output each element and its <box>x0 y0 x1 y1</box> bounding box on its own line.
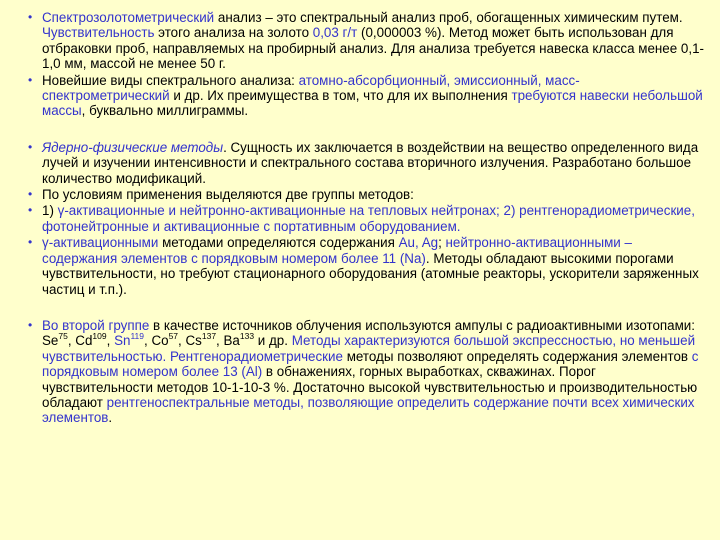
text-run: требуются навески небольшой массы <box>42 88 703 119</box>
bullet-paragraph <box>28 73 704 119</box>
text-run: методами определяются содержания <box>158 235 399 251</box>
bullet-group <box>28 140 704 297</box>
text-run: , <box>106 333 115 349</box>
text-run: ; <box>438 235 446 251</box>
text-run: (0,000003 %). Метод может быть использован для отбраковки проб, направляемых на пробирный анализ. Для анализа требуется навеска класса менее 0,1-1,0 мм, массой не менее 50 г. <box>42 25 704 72</box>
text-run: Методы характеризуются большой экспрессностью, но меньшей чувствительностью. Рентгенорадиометрические <box>42 333 696 364</box>
isotope-mass-number: 119 <box>130 330 145 341</box>
text-run: γ-активационные и нейтронно-активационные <box>57 203 346 219</box>
text-run: , Ba <box>216 333 240 349</box>
bullet-paragraph <box>28 203 704 234</box>
bullet-paragraph <box>28 187 704 202</box>
text-run: на тепловых нейтронах; 2) рентгенорадиометрические, фотонейтронные и активационные с портативным оборудованием. <box>42 203 695 234</box>
text-run: Спектрозолотометрический <box>42 10 215 25</box>
text-run: нейтронно-активационными – содержания элементов с порядковым номером более 11 (Na) <box>42 235 632 266</box>
bullet-dot-icon: • <box>28 10 33 24</box>
isotope-mass-number: 133 <box>239 330 255 341</box>
bullet-paragraph <box>28 318 704 426</box>
text-run: γ-активационными <box>42 235 159 251</box>
text-run: . <box>108 410 113 426</box>
text-run: , Cs <box>178 333 202 349</box>
bullet-paragraph <box>28 140 704 186</box>
text-run: атомно-абсорбционный, эмиссионный, масс-спектрометрический <box>42 72 580 104</box>
bullet-dot-icon: • <box>28 72 33 87</box>
isotope-mass-number: 109 <box>92 330 107 341</box>
text-run: и др. Их преимущества в том, что для их выполнения <box>169 88 512 104</box>
text-run: . Сущность их заключается в воздействии на вещество определенного вида лучей и изучении интенсивности и спектрального состава вторичного излучения. Разработано большое количество модификаций. <box>42 139 699 186</box>
text-run: 1) <box>42 203 58 219</box>
text-run: , Co <box>144 333 169 349</box>
text-run: Новейшие виды спектрального анализа: <box>42 72 299 88</box>
text-run: методы позволяют определять содержания элементов <box>342 348 692 364</box>
bullet-dot-icon: • <box>28 235 33 250</box>
bullet-group <box>28 10 704 119</box>
text-run: этого анализа на золото <box>154 25 313 41</box>
text-run: Чувствительность <box>42 25 155 41</box>
isotope-mass-number: 137 <box>201 330 217 341</box>
text-run: рентгеноспектральные методы, позволяющие определить содержание почти всех химических элементов <box>42 394 695 426</box>
bullet-dot-icon: • <box>28 317 33 332</box>
text-run: , буквально миллиграммы. <box>81 103 249 119</box>
bullet-group <box>28 318 704 426</box>
isotope-mass-number: 75 <box>58 330 68 341</box>
text-run: По условиям применения выделяются две группы методов: <box>42 187 414 203</box>
text-run: и др. <box>254 333 292 349</box>
isotope-mass-number: 57 <box>168 330 179 341</box>
text-run: с порядковым номером более 13 (Al) <box>42 348 699 380</box>
bullet-dot-icon: • <box>28 203 33 218</box>
bullet-paragraph <box>28 10 704 72</box>
text-run: 0,03 г/т <box>312 25 358 41</box>
text-run: в обнажениях, горных выработках, скважинах. Порог чувствительности методов 10-1-10-3 %. Достаточно высокой чувствительностью и производительностью обладают <box>42 364 698 410</box>
text-run: анализ – это спектральный анализ проб, обогащенных химическим путем. <box>214 10 683 25</box>
text-run: , Cd <box>67 333 93 349</box>
text-run: в качестве источников облучения используются ампулы с радиоактивными изотопами: Se <box>42 317 695 349</box>
bullet-paragraph <box>28 235 704 297</box>
text-run: Во второй группе <box>42 317 150 333</box>
text-run: Sn <box>114 333 131 349</box>
bullet-dot-icon: • <box>28 139 33 154</box>
text-run: Ядерно-физические методы <box>42 139 224 155</box>
text-run: Au, Ag <box>398 235 439 251</box>
bullet-dot-icon: • <box>28 187 33 202</box>
text-run: . Методы обладают высокими порогами чувствительности, но требуют стационарного оборудования (атомные реакторы, ускорители заряженных частиц и т.п.). <box>42 250 699 297</box>
